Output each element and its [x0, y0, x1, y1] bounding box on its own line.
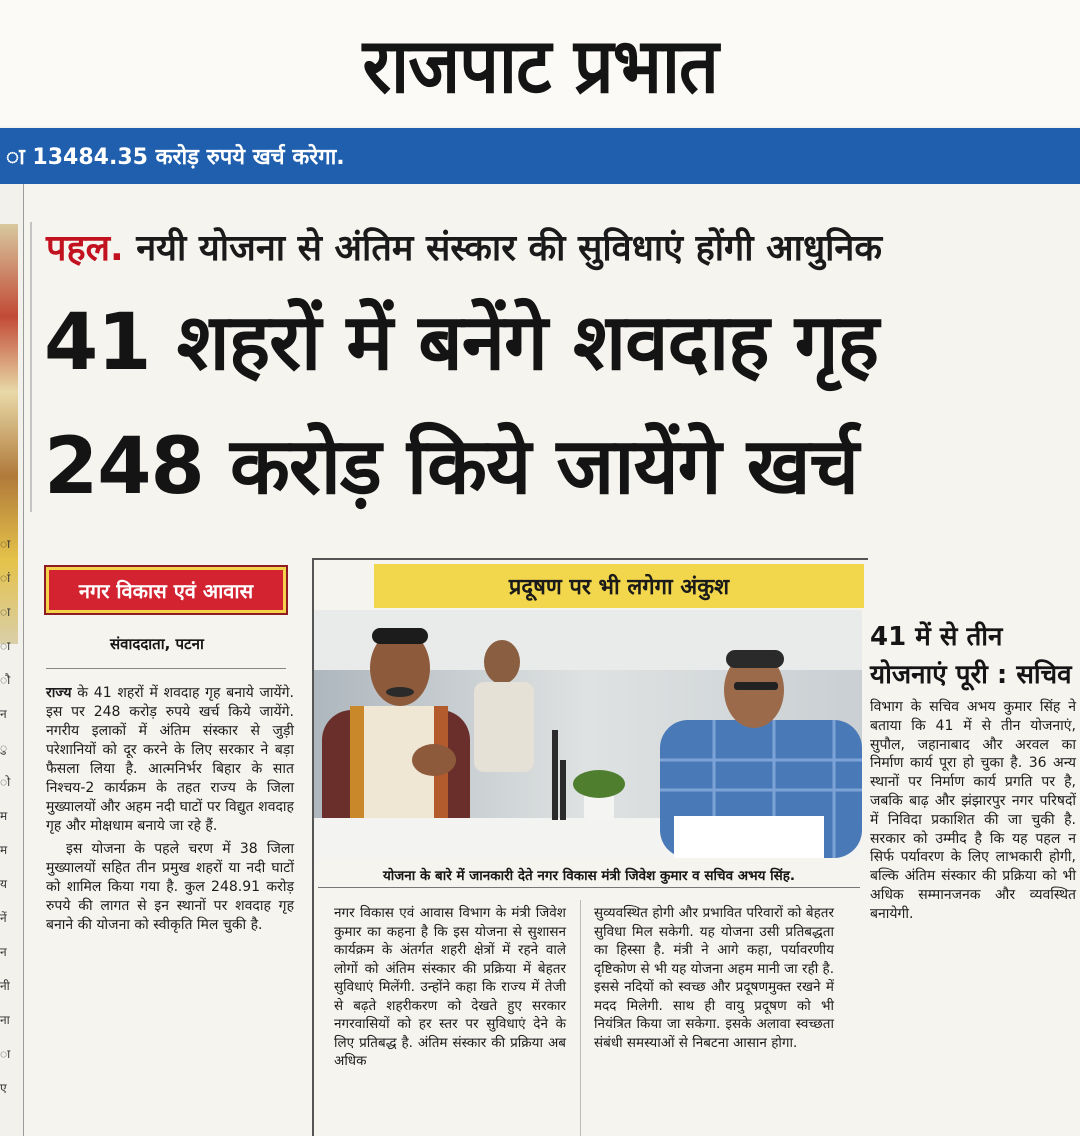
photo-caption: योजना के बारे में जानकारी देते नगर विकास मंत्री जिवेश कुमार व सचिव अभय सिंह.	[318, 862, 860, 888]
sub-story-title: प्रदूषण पर भी लगेगा अंकुश	[508, 575, 730, 600]
sidebar-headline: 41 में से तीन योजनाएं पूरी : सचिव	[870, 622, 1072, 690]
article-column-1	[46, 684, 294, 939]
edge-fragment: ां	[0, 571, 11, 585]
paragraph-2: इस योजना के पहले चरण में 38 जिला मुख्यालयों सहित तीन प्रमुख शहरों या नदी घाटों को शामिल किया गया है. कुल 248.91 करोड़ रुपये की लागत से इन स्थानों पर शवदाह गृह बनाने की योजना को स्वीकृति मिल चुकी है.	[46, 841, 294, 933]
kicker-label: पहल.	[46, 228, 124, 269]
kicker	[46, 222, 882, 271]
masthead	[0, 0, 1080, 126]
news-photo	[314, 610, 862, 858]
edge-fragment: म	[0, 843, 8, 857]
headline-line-1: 41 शहरों में बनेंगे शवदाह गृह	[44, 298, 879, 388]
section-badge	[46, 567, 286, 613]
meeting-photo-illustration	[314, 610, 862, 858]
paragraph-1	[46, 684, 294, 836]
adjacent-column-fragment	[0, 184, 24, 1136]
ticker-strip	[0, 128, 1080, 184]
sidebar-story	[870, 618, 1076, 924]
edge-fragment: ु	[0, 741, 8, 755]
byline: संवाददाता, पटना	[110, 635, 204, 653]
edge-fragment: ए	[0, 1081, 7, 1095]
article-column-2: नगर विकास एवं आवास विभाग के मंत्री जिवेश कुमार का कहना है कि इस योजना से सुशासन कार्यक्रम के अंतर्गत शहरी क्षेत्रों में रहने वाले लोगों को अंतिम संस्कार की प्रक्रिया में बेहतर सुविधाएं मिलेंगी. उन्होंने कहा कि राज्य में तेजी से बढ़ते शहरीकरण को देखते हुए सरकार नगरवासियों को हर स्तर पर सुविधाएं देने के लिए प्रतिबद्ध है. अंतिम संस्कार की प्रक्रिया अब अधिक	[334, 905, 566, 1069]
article-column-3: सुव्यवस्थित होगी और प्रभावित परिवारों को बेहतर सुविधा मिल सकेगी. यह योजना उसी प्रतिबद्धता का हिस्सा है. मंत्री ने आगे कहा, पर्यावरणीय दृष्टिकोण से भी यह योजना अहम मानी जा रही है. इससे नदियों को स्वच्छ और प्रदूषणमुक्त रखने में मदद मिलेगी. साथ ही वायु प्रदूषण को भी नियंत्रित किया जा सकेगा. इसके अलावा स्वच्छता संबंधी समस्याओं से निबटना आसान होगा.	[594, 905, 834, 1051]
edge-fragment: य	[0, 877, 7, 891]
lead-word: राज्य	[46, 685, 72, 701]
kicker-text: नयी योजना से अंतिम संस्कार की सुविधाएं होंगी आधुनिक	[123, 228, 883, 269]
edge-fragment: न	[0, 945, 7, 959]
paragraph-1-text: के 41 शहरों में शवदाह गृह बनाये जायेंगे. इस पर 248 करोड़ रुपये खर्च किये जायेंगे. नगरीय इलाकों में अंतिम संस्कार से जुड़ी परेशानियों को दूर करने के लिए सरकार ने बड़ा फैसला लिया है. आत्मनिर्भर बिहार के सात निश्चय-2 कार्यक्रम के तहत राज्य के जिला मुख्यालयों और अहम नदी घाटों पर विद्युत शवदाह गृह और मोक्षधाम बनाये जा रहे हैं.	[46, 685, 294, 834]
edge-fragment: ा	[0, 605, 11, 619]
edge-fragment: ना	[0, 1013, 10, 1027]
sub-story-title-banner	[374, 564, 864, 608]
sidebar-text: विभाग के सचिव अभय कुमार सिंह ने बताया कि 41 में से तीन योजनाएं, सुपौल, जहानाबाद और अरवल का निर्माण कार्य पूरा हो चुका है. 36 अन्य स्थानों पर निर्माण कार्य प्रगति पर है, जबकि बाढ़ और झंझारपुर नगर परिषदों में निविदा प्रकाशित की जा चुकी है. सरकार को उम्मीद है कि यह पहल न सिर्फ पर्यावरण के लिए लाभकारी होगी, बल्कि अंतिम संस्कार की प्रक्रिया को भी अधिक सम्मानजनक और व्यवस्थित बनायेगी.	[870, 699, 1076, 922]
byline-rule	[46, 668, 286, 669]
edge-fragment: ा	[0, 1047, 11, 1061]
edge-fragment: ा	[0, 639, 11, 653]
newspaper-title: राजपाट प्रभात	[362, 20, 718, 110]
edge-fragment: नी	[0, 979, 10, 993]
edge-fragment: ौ	[0, 673, 11, 687]
edge-fragment: ा	[0, 537, 11, 551]
edge-fragment: नें	[0, 911, 7, 925]
edge-fragment: ो	[0, 775, 11, 789]
ticker-text: ा 13484.35 करोड़ रुपये खर्च करेगा.	[6, 145, 345, 170]
column-divider	[30, 222, 32, 512]
edge-fragment: न	[0, 707, 7, 721]
section-badge-label: नगर विकास एवं आवास	[78, 578, 254, 603]
column-divider-2	[580, 900, 581, 1136]
edge-fragment: म	[0, 809, 8, 823]
headline-line-2: 248 करोड़ किये जायेंगे खर्च	[44, 422, 859, 512]
